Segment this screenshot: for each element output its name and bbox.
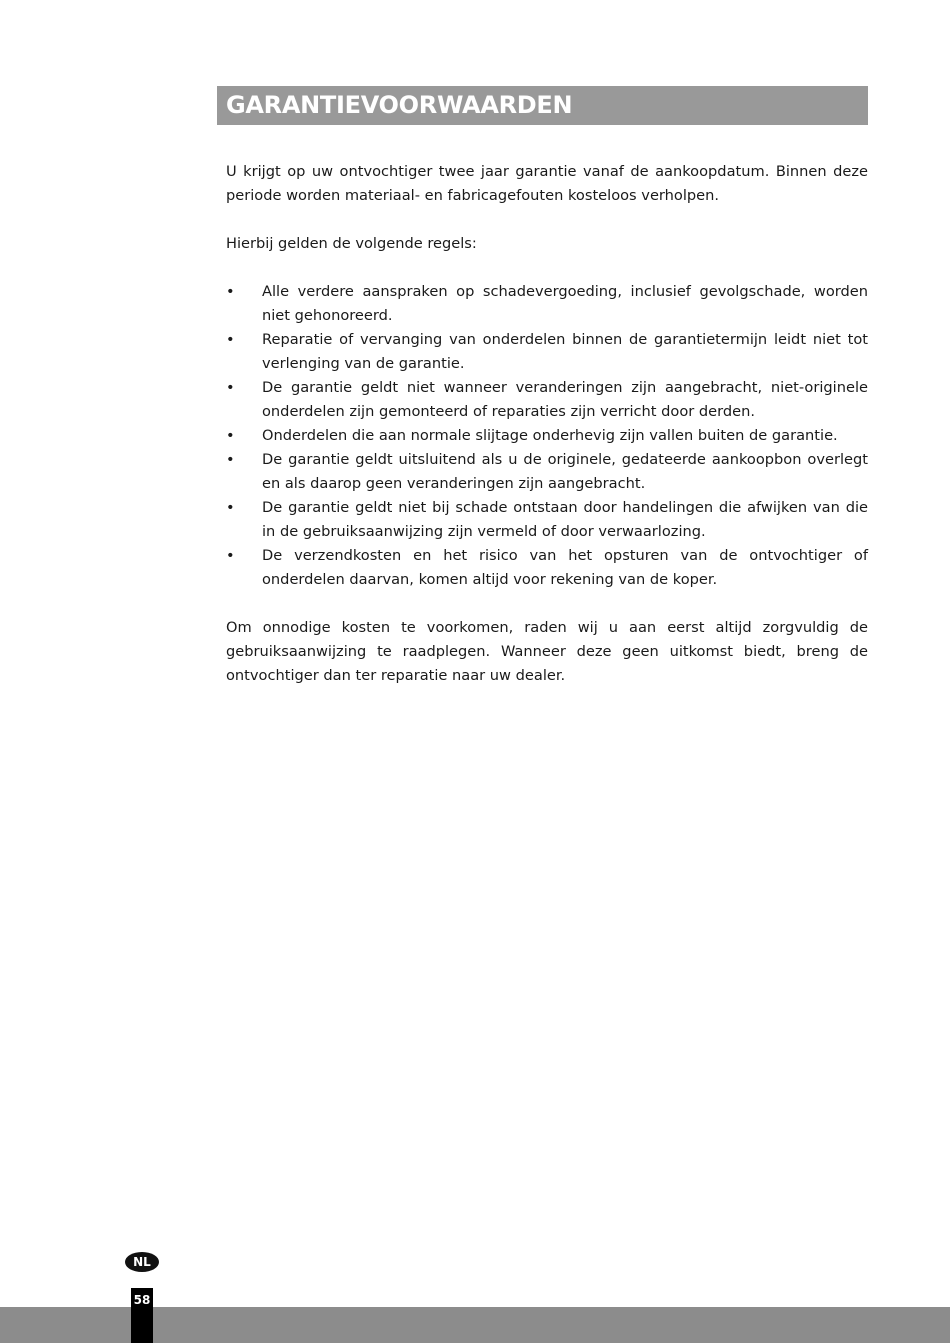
list-item: [226, 328, 868, 376]
page-number: 58: [131, 1288, 153, 1343]
list-item-text: Reparatie of vervanging van onderdelen binnen de garantietermijn leidt niet tot verlenging van de garantie.: [262, 331, 868, 372]
closing-paragraph: Om onnodige kosten te voorkomen, raden wij u aan eerst altijd zorgvuldig de gebruiksaanwijzing te raadplegen. Wanneer deze geen uitkomst biedt, breng de ontvochtiger dan ter reparatie naar uw dealer.: [226, 619, 868, 684]
list-item: [226, 496, 868, 544]
list-item-text: Onderdelen die aan normale slijtage onderhevig zijn vallen buiten de garantie.: [262, 427, 838, 444]
list-item-text: De verzendkosten en het risico van het opsturen van de ontvochtiger of onderdelen daarvan, komen altijd voor rekening van de koper.: [262, 547, 868, 588]
bullet-icon: •: [226, 499, 235, 516]
list-item: [226, 448, 868, 496]
bullet-icon: •: [226, 331, 235, 348]
intro-paragraph: U krijgt op uw ontvochtiger twee jaar garantie vanaf de aankoopdatum. Binnen deze periode worden materiaal- en fabricagefouten kosteloos verholpen.: [226, 163, 868, 204]
page-title: GARANTIEVOORWAARDEN: [226, 91, 573, 119]
list-item: [226, 376, 868, 424]
list-item-text: De garantie geldt niet wanneer veranderingen zijn aangebracht, niet-originele onderdelen zijn gemonteerd of reparaties zijn verricht door derden.: [262, 379, 868, 420]
list-item-text: Alle verdere aanspraken op schadevergoeding, inclusief gevolgschade, worden niet gehonoreerd.: [262, 283, 868, 324]
list-item: [226, 544, 868, 592]
section-header: [217, 86, 868, 125]
document-body: [226, 160, 868, 688]
bullet-icon: •: [226, 547, 235, 564]
list-item: [226, 424, 868, 448]
bullet-icon: •: [226, 451, 235, 468]
rules-list: [226, 280, 868, 592]
bullet-icon: •: [226, 379, 235, 396]
bullet-icon: •: [226, 427, 235, 444]
list-item-text: De garantie geldt niet bij schade ontstaan door handelingen die afwijken van die in de gebruiksaanwijzing zijn vermeld of door verwaarlozing.: [262, 499, 868, 540]
list-item-text: De garantie geldt uitsluitend als u de originele, gedateerde aankoopbon overlegt en als daarop geen veranderingen zijn aangebracht.: [262, 451, 868, 492]
bullet-icon: •: [226, 283, 235, 300]
list-item: [226, 280, 868, 328]
language-badge: NL: [125, 1252, 159, 1272]
rules-intro: Hierbij gelden de volgende regels:: [226, 235, 477, 252]
